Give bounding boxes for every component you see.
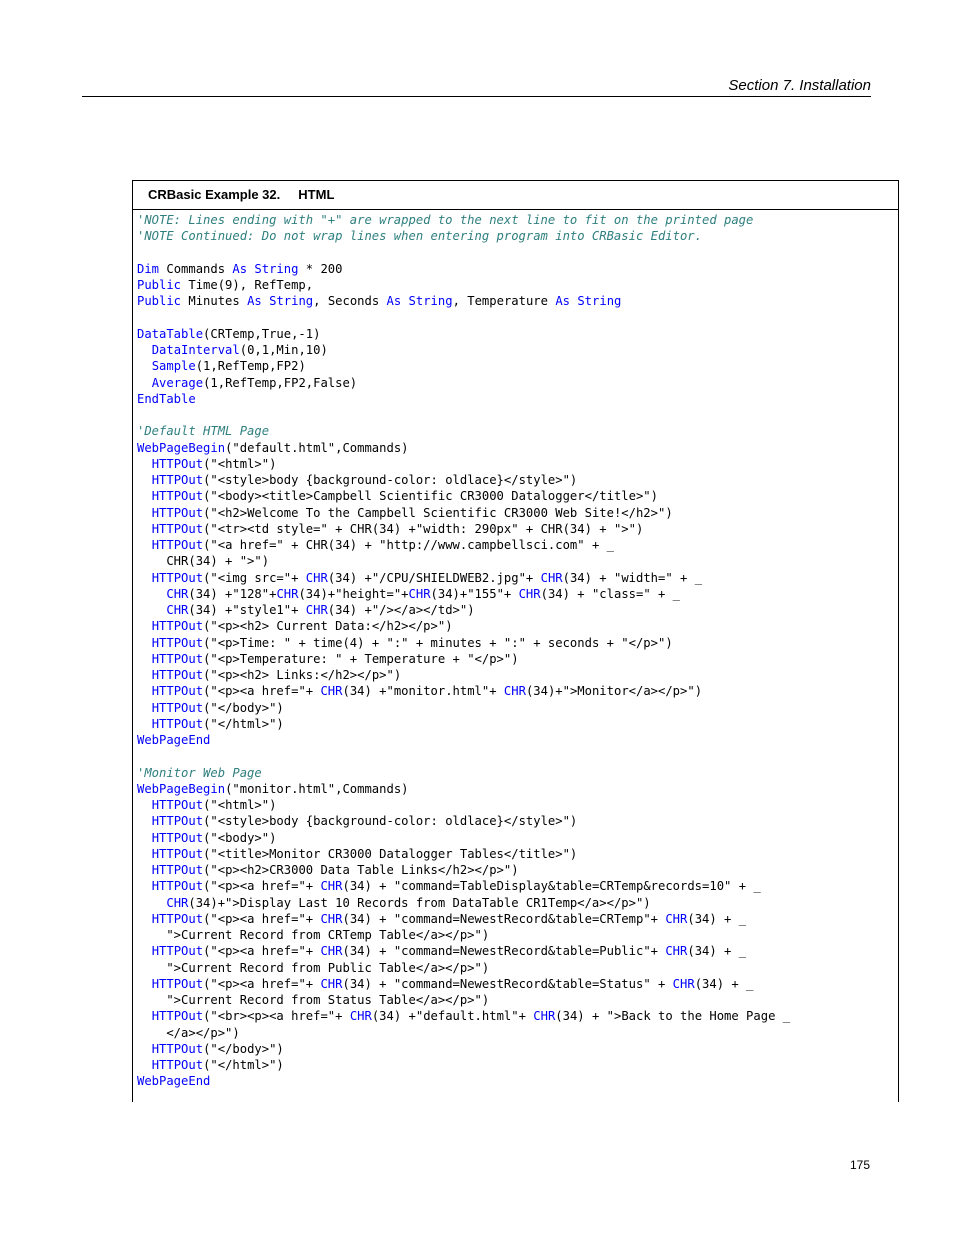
code-keyword: WebPageBegin	[137, 440, 226, 455]
code-line	[137, 716, 898, 732]
code-line	[137, 992, 898, 1008]
code-keyword: DataInterval	[151, 343, 240, 357]
code-text: (CRTemp,True,-1)	[203, 326, 321, 341]
code-keyword: CHR	[276, 586, 299, 601]
code-text: (34)+">Display Last 10 Records from DataTable CR1Temp</a></p>")	[188, 895, 651, 910]
code-keyword: HTTPOut	[151, 538, 204, 552]
code-keyword: HTTPOut	[151, 1009, 204, 1024]
code-line	[137, 505, 898, 521]
code-text: (34) +"128"+	[188, 586, 277, 601]
code-text: (34)+">Monitor</a></p>")	[525, 684, 703, 699]
code-keyword: CHR	[408, 586, 431, 601]
code-text	[137, 343, 152, 357]
code-text	[137, 652, 152, 666]
code-line	[137, 878, 898, 894]
code-text	[137, 814, 152, 828]
code-text: ("<br><p><a href="+	[203, 1009, 350, 1024]
code-text: ("<p><h2> Links:</h2></p>")	[203, 668, 402, 682]
code-comment: 'Default HTML Page	[137, 424, 270, 439]
code-text: ("<body>")	[203, 830, 277, 845]
code-keyword: HTTPOut	[151, 830, 204, 845]
code-keyword: HTTPOut	[151, 489, 204, 504]
code-text	[137, 489, 152, 503]
code-keyword: CHR	[540, 570, 563, 585]
code-text: ("<style>body {background-color: oldlace}</style>")	[203, 814, 578, 829]
code-keyword: HTTPOut	[151, 976, 204, 991]
code-keyword: HTTPOut	[151, 944, 204, 959]
code-keyword: HTTPOut	[151, 798, 204, 812]
code-line	[137, 748, 898, 764]
code-keyword: WebPageEnd	[137, 1074, 211, 1089]
code-keyword: CHR	[305, 603, 328, 617]
code-text	[137, 912, 152, 926]
code-keyword: CHR	[518, 586, 541, 601]
code-keyword: CHR	[166, 895, 189, 910]
code-line	[137, 261, 898, 277]
code-line	[137, 927, 898, 943]
code-text: ("<html>")	[203, 798, 277, 812]
code-text	[137, 717, 152, 731]
code-text	[137, 684, 152, 698]
code-text	[137, 863, 152, 877]
code-keyword: CHR	[320, 911, 343, 926]
code-line	[137, 683, 898, 699]
code-text: (34) + _	[687, 944, 747, 959]
code-line	[137, 326, 898, 342]
code-keyword: HTTPOut	[151, 1058, 204, 1072]
code-text: ("</html>")	[203, 1058, 284, 1072]
code-text	[262, 294, 269, 308]
code-text	[137, 847, 152, 861]
code-keyword: CHR	[665, 944, 688, 959]
code-keyword: HTTPOut	[151, 570, 204, 585]
code-keyword: WebPageBegin	[137, 781, 226, 796]
code-line	[137, 570, 898, 586]
example-caption	[133, 181, 898, 210]
code-text	[137, 701, 152, 715]
code-keyword: CHR	[349, 1009, 372, 1024]
code-line	[137, 862, 898, 878]
code-comment: 'NOTE: Lines ending with "+" are wrapped to the next line to fit on the printed page	[137, 213, 754, 227]
code-text: (0,1,Min,10)	[239, 343, 328, 357]
code-text	[137, 1009, 152, 1023]
code-keyword: Average	[151, 375, 204, 390]
code-line	[137, 602, 898, 618]
code-keyword: HTTPOut	[151, 651, 204, 666]
code-text	[137, 603, 166, 617]
code-comment: 'Monitor Web Page	[137, 765, 262, 780]
code-text: CHR(34) + ">")	[137, 554, 270, 569]
code-text: ("<style>body {background-color: oldlace}</style>")	[203, 473, 578, 487]
code-line	[137, 293, 898, 309]
page-number: 175	[849, 1158, 870, 1172]
code-text	[137, 636, 152, 650]
code-line	[137, 618, 898, 634]
code-text: (34)+"155"+	[430, 586, 519, 601]
code-keyword: Public	[137, 278, 182, 292]
code-text	[137, 977, 152, 991]
example-title: HTML	[298, 187, 335, 202]
code-text: ">Current Record from Public Table</a></p>")	[137, 960, 490, 975]
code-line	[137, 456, 898, 472]
code-text: ("<p><a href="+	[203, 911, 321, 926]
code-keyword: String	[408, 294, 453, 309]
code-text	[137, 538, 152, 552]
code-line	[137, 813, 898, 829]
code-text: ("</html>")	[203, 716, 284, 731]
code-text	[137, 896, 166, 910]
code-text: ("<p><h2>CR3000 Data Table Links</h2></p>")	[203, 863, 519, 877]
code-text	[137, 1042, 152, 1056]
code-text: (1,RefTemp,FP2,False)	[203, 375, 358, 390]
code-text	[137, 376, 152, 390]
code-keyword: CHR	[503, 684, 526, 699]
code-text: ("<p><a href="+	[203, 976, 321, 991]
code-comment: 'NOTE Continued: Do not wrap lines when entering program into CRBasic Editor.	[137, 229, 702, 244]
code-text: ("<img src="+	[203, 570, 306, 585]
code-line	[137, 732, 898, 748]
code-keyword: As	[386, 294, 402, 309]
code-keyword: HTTPOut	[151, 846, 204, 861]
code-text: ("<body><title>Campbell Scientific CR3000 Datalogger</title>")	[203, 489, 658, 504]
code-line	[137, 488, 898, 504]
code-keyword: HTTPOut	[151, 619, 204, 634]
code-keyword: Public	[137, 294, 182, 309]
code-line	[137, 423, 898, 439]
code-text: (34) + ">Back to the Home Page _	[555, 1009, 791, 1024]
code-keyword: HTTPOut	[151, 1041, 204, 1056]
page-header	[82, 76, 871, 97]
code-text: (34) + "command=NewestRecord&table=Public"+	[342, 944, 666, 959]
code-keyword: CHR	[320, 684, 343, 699]
code-line	[137, 358, 898, 374]
code-text: , Seconds	[313, 294, 387, 309]
code-keyword: HTTPOut	[151, 814, 204, 829]
code-text: (34) + _	[687, 911, 747, 926]
code-line	[137, 635, 898, 651]
code-keyword: String	[254, 261, 299, 276]
code-line	[137, 440, 898, 456]
code-keyword: HTTPOut	[151, 635, 204, 650]
code-text: ">Current Record from Status Table</a></p>")	[137, 993, 490, 1007]
code-line	[137, 245, 898, 261]
code-line	[137, 911, 898, 927]
code-text: ("<p>Temperature: " + Temperature + "</p>")	[203, 651, 519, 666]
code-line	[137, 521, 898, 537]
code-text: , Temperature	[452, 294, 556, 309]
code-text: (34)+"height="+	[298, 586, 409, 601]
code-text	[401, 294, 408, 308]
code-keyword: As	[232, 261, 248, 276]
code-text: ">Current Record from CRTemp Table</a></p>")	[137, 928, 490, 942]
code-keyword: HTTPOut	[151, 521, 204, 536]
code-keyword: CHR	[672, 976, 695, 991]
code-text	[137, 798, 152, 812]
code-text: </a></p>")	[137, 1025, 240, 1040]
code-line	[137, 212, 898, 228]
code-line	[137, 537, 898, 553]
code-text: ("<p><h2> Current Data:</h2></p>")	[203, 619, 453, 634]
code-text: ("<p><a href="+	[203, 684, 321, 699]
code-text	[137, 359, 152, 373]
code-keyword: As	[555, 294, 570, 309]
code-keyword: String	[577, 294, 622, 309]
code-text: ("</body>")	[203, 1041, 284, 1056]
code-line	[137, 1041, 898, 1057]
code-line	[137, 781, 898, 797]
code-keyword: CHR	[320, 944, 343, 959]
code-text	[137, 457, 152, 471]
code-line	[137, 797, 898, 813]
code-text	[137, 879, 152, 893]
code-keyword: CHR	[320, 976, 343, 991]
code-text: (34) +"monitor.html"+	[342, 684, 504, 699]
code-text: (34) + "command=TableDisplay&table=CRTemp&records=10" + _	[342, 879, 761, 894]
code-line	[137, 1073, 898, 1089]
code-text: (34) + "class=" + _	[540, 586, 681, 601]
code-keyword: HTTPOut	[151, 473, 204, 487]
code-keyword: WebPageEnd	[137, 733, 211, 747]
code-line	[137, 1008, 898, 1024]
code-keyword: HTTPOut	[151, 505, 204, 520]
code-line	[137, 700, 898, 716]
code-text: (34) +"default.html"+	[371, 1009, 534, 1024]
code-text: ("<html>")	[203, 456, 277, 471]
code-text: Commands	[159, 261, 233, 276]
code-text: (34) + "width=" + _	[562, 570, 703, 585]
code-line	[137, 586, 898, 602]
code-text: ("</body>")	[203, 700, 284, 715]
code-keyword: HTTPOut	[151, 668, 204, 682]
code-text	[137, 668, 152, 682]
code-text	[137, 522, 152, 536]
code-keyword: HTTPOut	[151, 700, 204, 715]
code-line	[137, 277, 898, 293]
code-text: ("default.html",Commands)	[225, 440, 409, 455]
code-line	[137, 472, 898, 488]
example-label: CRBasic Example 32.	[148, 187, 281, 202]
code-line	[137, 846, 898, 862]
code-text: ("<p>Time: " + time(4) + ":" + minutes + ":" + seconds + "</p>")	[203, 635, 673, 650]
code-line	[137, 960, 898, 976]
code-line	[137, 553, 898, 569]
code-listing	[137, 212, 898, 1090]
code-line	[137, 310, 898, 326]
code-keyword: HTTPOut	[151, 863, 204, 877]
code-text	[137, 831, 152, 845]
code-line	[137, 407, 898, 423]
code-line	[137, 976, 898, 992]
code-text	[137, 571, 152, 585]
code-text	[137, 506, 152, 520]
code-keyword: CHR	[533, 1009, 556, 1024]
code-example-box	[132, 180, 899, 1102]
code-keyword: HTTPOut	[151, 456, 204, 471]
code-keyword: CHR	[305, 570, 328, 585]
code-keyword: CHR	[320, 879, 343, 894]
code-line	[137, 943, 898, 959]
code-keyword: HTTPOut	[151, 716, 204, 731]
code-keyword: As	[247, 294, 262, 309]
code-text	[137, 1058, 152, 1072]
code-text: (34) + "command=NewestRecord&table=Status" +	[342, 976, 673, 991]
code-text: ("<a href=" + CHR(34) + "http://www.campbellsci.com" + _	[203, 538, 614, 552]
code-text	[137, 619, 152, 633]
code-line	[137, 375, 898, 391]
code-text: ("monitor.html",Commands)	[225, 781, 409, 796]
code-line	[137, 895, 898, 911]
code-line	[137, 1057, 898, 1073]
code-line	[137, 228, 898, 244]
code-keyword: HTTPOut	[151, 684, 204, 699]
code-line	[137, 342, 898, 358]
code-keyword: CHR	[166, 586, 189, 601]
code-text: Time(9), RefTemp,	[181, 278, 314, 292]
code-keyword: HTTPOut	[151, 911, 204, 926]
code-text: ("<tr><td style=" + CHR(34) +"width: 290px" + CHR(34) + ">")	[203, 521, 644, 536]
code-line	[137, 391, 898, 407]
code-text: (34) +"/></a></td>")	[327, 603, 475, 617]
code-line	[137, 1025, 898, 1041]
code-text: (34) + _	[694, 976, 754, 991]
code-keyword: CHR	[166, 603, 189, 617]
code-text: (1,RefTemp,FP2)	[195, 359, 306, 374]
code-text: (34) + "command=NewestRecord&table=CRTemp"+	[342, 911, 666, 926]
section-title: Section 7. Installation	[728, 77, 871, 94]
code-keyword: Dim	[137, 261, 160, 276]
code-text: ("<h2>Welcome To the Campbell Scientific CR3000 Web Site!</h2>")	[203, 505, 673, 520]
code-text: (34) +"/CPU/SHIELDWEB2.jpg"+	[327, 570, 541, 585]
code-line	[137, 765, 898, 781]
code-text: ("<title>Monitor CR3000 Datalogger Tables</title>")	[203, 846, 578, 861]
code-keyword: DataTable	[137, 326, 204, 341]
code-text	[137, 473, 152, 487]
code-line	[137, 651, 898, 667]
code-text: ("<p><a href="+	[203, 944, 321, 959]
code-text	[137, 587, 166, 601]
code-text: (34) +"style1"+	[188, 603, 306, 617]
code-text	[137, 944, 152, 958]
code-line	[137, 667, 898, 683]
code-text: Minutes	[181, 294, 248, 309]
code-keyword: Sample	[151, 359, 196, 374]
code-text: * 200	[298, 261, 343, 276]
code-keyword: EndTable	[137, 391, 196, 406]
code-keyword: HTTPOut	[151, 879, 204, 894]
code-keyword: CHR	[665, 911, 688, 926]
code-text: ("<p><a href="+	[203, 879, 321, 894]
code-line	[137, 830, 898, 846]
code-keyword: String	[269, 294, 314, 309]
